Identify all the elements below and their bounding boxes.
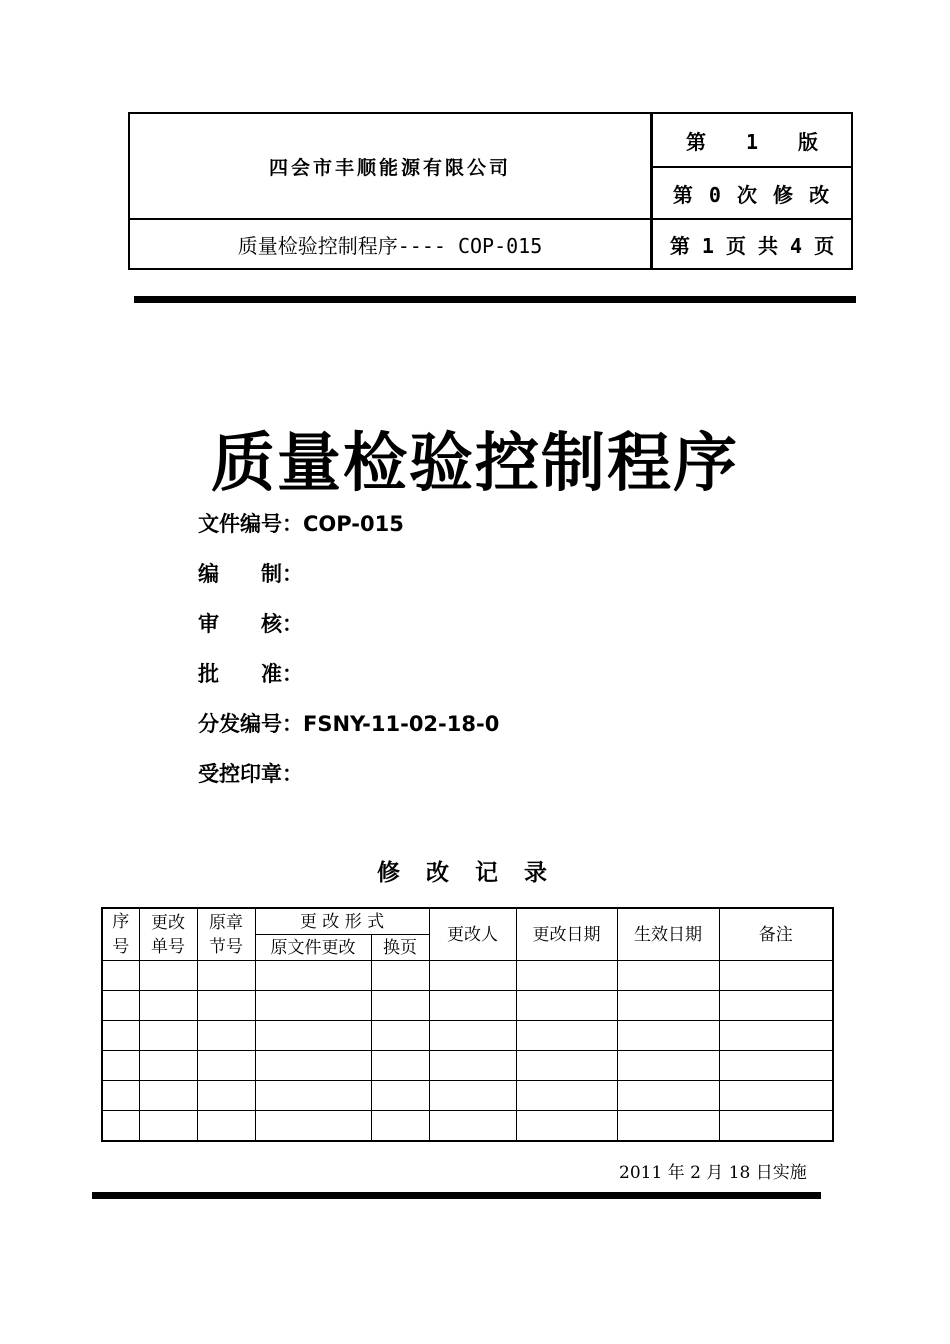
table-cell — [197, 1111, 255, 1142]
table-cell — [719, 1111, 833, 1142]
table-cell — [197, 1051, 255, 1081]
table-cell — [139, 1081, 197, 1111]
table-cell — [429, 1021, 516, 1051]
table-cell — [197, 961, 255, 991]
table-cell — [719, 1051, 833, 1081]
table-cell — [617, 1111, 719, 1142]
footer-rule — [92, 1192, 821, 1199]
col-header-remarks: 备注 — [719, 908, 833, 961]
col-header-change-form: 更 改 形 式 — [255, 908, 429, 935]
table-cell — [516, 1051, 617, 1081]
table-cell — [139, 1051, 197, 1081]
table-cell — [102, 1081, 139, 1111]
table-cell — [429, 1111, 516, 1142]
table-row — [102, 1021, 833, 1051]
col-header-orig-section: 原章 节号 — [197, 908, 255, 961]
col-header-orig-file-change: 原文件更改 — [255, 935, 371, 961]
table-cell — [139, 1021, 197, 1051]
table-cell — [516, 991, 617, 1021]
revision-label: 第 0 次 修 改 — [672, 182, 832, 207]
approved-by-label: 批 准： — [198, 662, 303, 686]
table-cell — [102, 1111, 139, 1142]
document-number: 文件编号：COP-015 — [198, 512, 404, 536]
table-cell — [197, 1081, 255, 1111]
table-cell — [617, 1081, 719, 1111]
document-title-header: 质量检验控制程序---- COP-015 — [237, 233, 543, 258]
col-header-change-date: 更改日期 — [516, 908, 617, 961]
col-header-effective-date: 生效日期 — [617, 908, 719, 961]
table-cell — [429, 1051, 516, 1081]
col-header-changer: 更改人 — [429, 908, 516, 961]
table-cell — [255, 1051, 371, 1081]
table-cell — [371, 991, 429, 1021]
table-row — [102, 961, 833, 991]
table-cell — [719, 961, 833, 991]
table-cell — [139, 1111, 197, 1142]
effective-date-label: 2011 年 2 月 18 日实施 — [619, 1163, 807, 1183]
table-cell — [197, 1021, 255, 1051]
table-cell — [719, 991, 833, 1021]
table-cell — [516, 1021, 617, 1051]
table-row — [102, 1051, 833, 1081]
table-cell — [516, 1081, 617, 1111]
revision-record-table — [101, 907, 834, 1142]
table-cell — [139, 991, 197, 1021]
table-cell — [102, 991, 139, 1021]
table-cell — [429, 1081, 516, 1111]
table-cell — [719, 1021, 833, 1051]
table-cell — [102, 1051, 139, 1081]
table-cell — [139, 961, 197, 991]
table-cell — [255, 1021, 371, 1051]
header-rule — [134, 296, 856, 303]
table-cell — [617, 1021, 719, 1051]
table-cell — [617, 1051, 719, 1081]
controlled-stamp-label: 受控印章： — [198, 762, 303, 786]
table-cell — [371, 1051, 429, 1081]
table-cell — [429, 961, 516, 991]
table-row — [102, 1111, 833, 1142]
col-header-change-no: 更改 单号 — [139, 908, 197, 961]
table-cell — [516, 961, 617, 991]
table-cell — [371, 1021, 429, 1051]
col-header-seq: 序 号 — [102, 908, 139, 961]
table-cell — [617, 961, 719, 991]
distribution-number: 分发编号：FSNY-11-02-18-0 — [198, 712, 500, 736]
table-cell — [371, 1081, 429, 1111]
table-cell — [197, 991, 255, 1021]
table-row — [102, 1081, 833, 1111]
table-cell — [516, 1111, 617, 1142]
page-number-label: 第 1 页 共 4 页 — [669, 233, 835, 258]
table-cell — [719, 1081, 833, 1111]
reviewed-by-label: 审 核： — [198, 612, 303, 636]
revision-record-title: 修改记录 — [377, 860, 573, 886]
page-title: 质量检验控制程序 — [211, 427, 739, 501]
table-row — [102, 991, 833, 1021]
table-cell — [617, 991, 719, 1021]
table-cell — [371, 1111, 429, 1142]
edition-label: 第 1 版 — [685, 129, 819, 154]
table-cell — [102, 961, 139, 991]
table-cell — [255, 961, 371, 991]
table-cell — [255, 1081, 371, 1111]
table-cell — [255, 1111, 371, 1142]
col-header-page-swap: 换页 — [371, 935, 429, 961]
table-cell — [102, 1021, 139, 1051]
table-cell — [255, 991, 371, 1021]
company-name: 四会市丰顺能源有限公司 — [268, 156, 511, 179]
prepared-by-label: 编 制： — [198, 562, 303, 586]
document-header-box — [128, 112, 853, 270]
table-cell — [429, 991, 516, 1021]
table-cell — [371, 961, 429, 991]
